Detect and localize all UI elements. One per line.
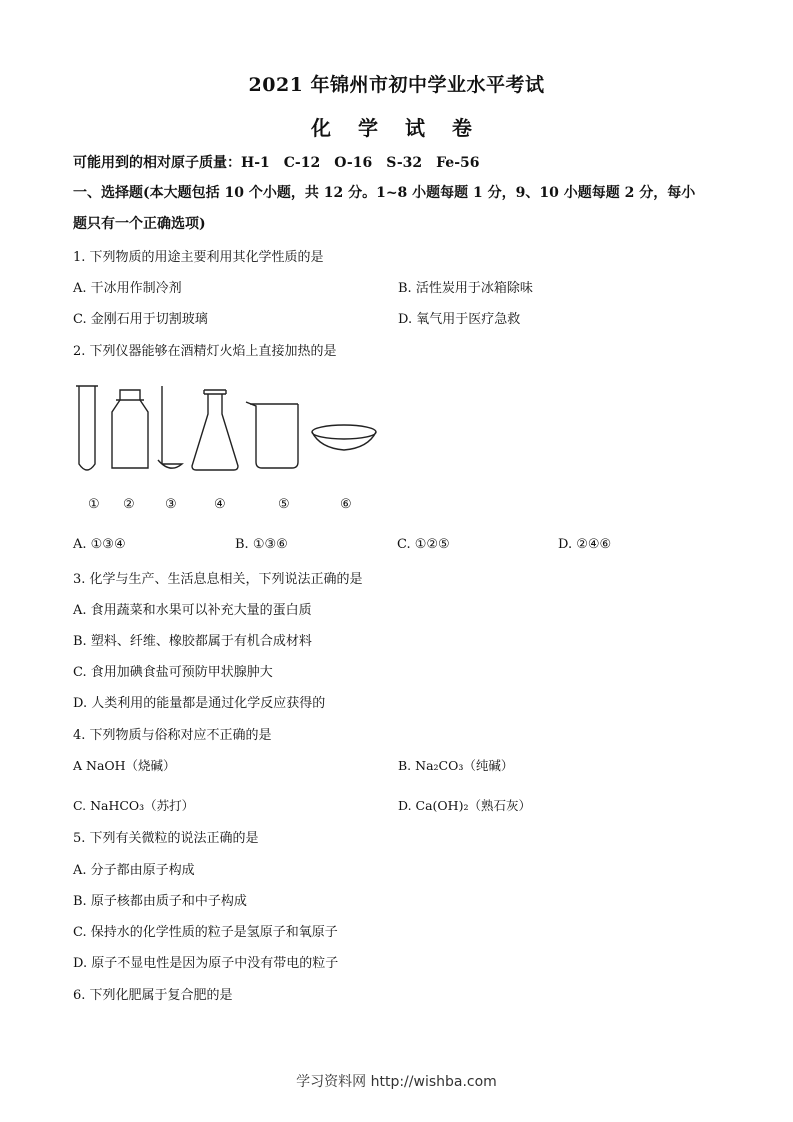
question-2-stem: 2. 下列仪器能够在酒精灯火焰上直接加热的是 (73, 344, 337, 359)
question-6-stem: 6. 下列化肥属于复合肥的是 (73, 988, 233, 1003)
question-1-option-a: A. 干冰用作制冷剂 (73, 281, 182, 296)
footer-watermark: 学习资料网 http://wishba.com (296, 1074, 497, 1090)
question-3-option-b: B. 塑料、纤维、橡胶都属于有机合成材料 (73, 634, 312, 649)
test-tube-icon (76, 386, 98, 470)
question-4-option-a: A NaOH（烧碱） (73, 758, 176, 773)
question-1-stem: 1. 下列物质的用途主要利用其化学性质的是 (73, 250, 324, 265)
atomic-masses: 可能用到的相对原子质量：H-1 C-12 O-16 S-32 Fe-56 (73, 155, 480, 171)
question-2-option-b: B. ①③⑥ (235, 537, 288, 552)
question-2-option-c: C. ①②⑤ (397, 537, 450, 552)
question-3-option-c: C. 食用加碘食盐可预防甲状腺肿大 (73, 665, 273, 680)
apparatus-label-6: ⑥ (340, 497, 352, 512)
question-3-stem: 3. 化学与生产、生活息息相关，下列说法正确的是 (73, 572, 363, 587)
evaporating-dish-icon (312, 425, 376, 450)
question-5-option-c: C. 保持水的化学性质的粒子是氢原子和氧原子 (73, 925, 338, 940)
lab-apparatus-figure (70, 380, 390, 480)
question-4-option-b: B. Na₂CO₃（纯碱） (398, 758, 514, 773)
question-5-option-a: A. 分子都由原子构成 (73, 863, 195, 878)
question-1-option-d: D. 氧气用于医疗急救 (398, 312, 521, 327)
section-heading-line2: 题只有一个正确选项) (73, 216, 206, 232)
section-heading-line1: 一、选择题(本大题包括 10 个小题，共 12 分。1~8 小题每题 1 分，9、10 小题每题 2 分，每小 (73, 185, 696, 201)
apparatus-label-5: ⑤ (278, 497, 290, 512)
apparatus-label-4: ④ (214, 497, 226, 512)
question-1-option-b: B. 活性炭用于冰箱除味 (398, 281, 533, 296)
page-subtitle: 化 学 试 卷 (311, 116, 482, 140)
apparatus-label-2: ② (123, 497, 135, 512)
question-4-option-d: D. Ca(OH)₂（熟石灰） (398, 798, 531, 813)
reagent-bottle-icon (112, 390, 148, 468)
question-1-option-c: C. 金刚石用于切割玻璃 (73, 312, 208, 327)
question-3-option-d: D. 人类利用的能量都是通过化学反应获得的 (73, 696, 326, 711)
question-4-stem: 4. 下列物质与俗称对应不正确的是 (73, 728, 272, 743)
question-2-option-d: D. ②④⑥ (558, 537, 612, 552)
question-3-option-a: A. 食用蔬菜和水果可以补充大量的蛋白质 (73, 603, 312, 618)
question-4-option-c: C. NaHCO₃（苏打） (73, 798, 195, 813)
beaker-icon (246, 402, 298, 468)
question-5-option-d: D. 原子不显电性是因为原子中没有带电的粒子 (73, 956, 339, 971)
question-5-stem: 5. 下列有关微粒的说法正确的是 (73, 831, 259, 846)
combustion-spoon-icon (158, 386, 182, 468)
page-title: 2021 年锦州市初中学业水平考试 (248, 74, 545, 96)
apparatus-label-1: ① (88, 497, 100, 512)
conical-flask-icon (192, 390, 238, 470)
apparatus-label-3: ③ (165, 497, 177, 512)
question-2-option-a: A. ①③④ (73, 537, 126, 552)
question-5-option-b: B. 原子核都由质子和中子构成 (73, 894, 247, 909)
